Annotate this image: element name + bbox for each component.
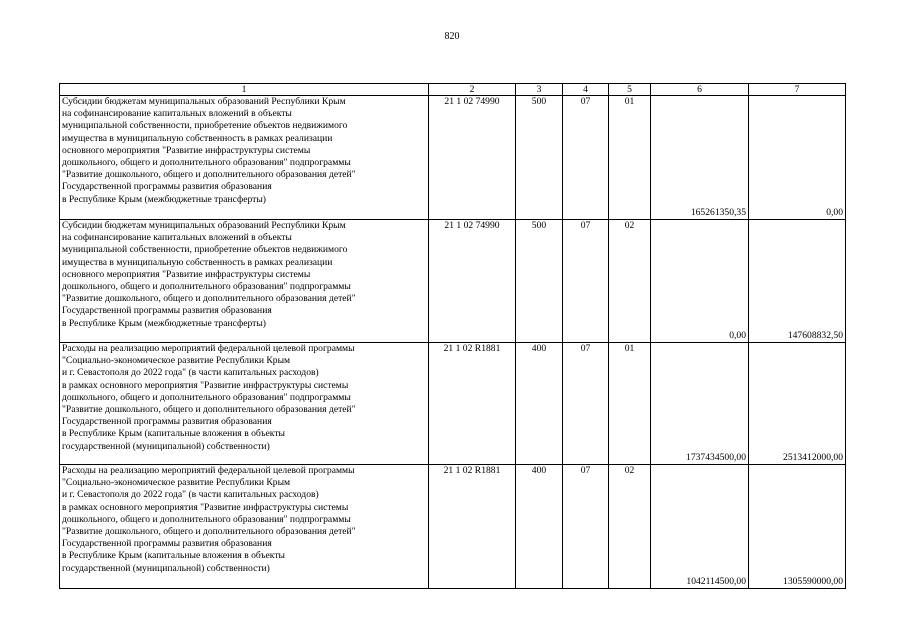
budget-table (59, 83, 846, 589)
row-expense-type: 400 (516, 343, 563, 465)
row-amount-6: 1042114500,00 (651, 465, 749, 589)
row-amount-7: 1305590000,00 (749, 465, 846, 589)
table-row (60, 96, 846, 220)
col-header-7: 7 (749, 84, 846, 96)
row-amount-7: 2513412000,00 (749, 343, 846, 465)
table-row (60, 220, 846, 343)
row-subsection: 01 (609, 96, 651, 220)
row-subsection: 02 (609, 465, 651, 589)
row-subsection: 01 (609, 343, 651, 465)
col-header-1: 1 (60, 84, 429, 96)
col-header-6: 6 (651, 84, 749, 96)
row-target-code: 21 1 02 74990 (429, 220, 516, 343)
row-amount-7: 147608832,50 (749, 220, 846, 343)
row-section: 07 (563, 96, 609, 220)
row-amount-6: 1737434500,00 (651, 343, 749, 465)
table-row (60, 465, 846, 589)
row-description: Расходы на реализацию мероприятий федеральной целевой программы "Социально-экономическое развитие Республики Крым и г. Севастополя до 2022 года" (в части капитальных расходов) в рамках основного мероприятия "Развитие инфраструктуры системы дошкольного, общего и дополнительного образования" подпрограммы "Развитие дошкольного, общего и дополнительного образования детей" Государственной программы развития образования в Республике Крым (капитальные вложения в объекты государственной (муниципальной) собственности) (60, 343, 429, 465)
row-section: 07 (563, 220, 609, 343)
row-description: Субсидии бюджетам муниципальных образований Республики Крым на софинансирование капитальных вложений в объекты муниципальной собственности, приобретение объектов недвижимого имущества в муниципальную собственность в рамках реализации основного мероприятия "Развитие инфраструктуры системы дошкольного, общего и дополнительного образования" подпрограммы "Развитие дошкольного, общего и дополнительного образования детей" Государственной программы развития образования в Республике Крым (межбюджетные трансферты) (60, 96, 429, 220)
col-header-3: 3 (516, 84, 563, 96)
col-header-4: 4 (563, 84, 609, 96)
row-expense-type: 500 (516, 220, 563, 343)
page-number: 820 (444, 31, 460, 42)
row-amount-7: 0,00 (749, 96, 846, 220)
row-section: 07 (563, 343, 609, 465)
row-description: Субсидии бюджетам муниципальных образований Республики Крым на софинансирование капитальных вложений в объекты муниципальной собственности, приобретение объектов недвижимого имущества в муниципальную собственность в рамках реализации основного мероприятия "Развитие инфраструктуры системы дошкольного, общего и дополнительного образования" подпрограммы "Развитие дошкольного, общего и дополнительного образования детей" Государственной программы развития образования в Республике Крым (межбюджетные трансферты) (60, 220, 429, 343)
row-expense-type: 500 (516, 96, 563, 220)
row-description: Расходы на реализацию мероприятий федеральной целевой программы "Социально-экономическое развитие Республики Крым и г. Севастополя до 2022 года" (в части капитальных расходов) в рамках основного мероприятия "Развитие инфраструктуры системы дошкольного, общего и дополнительного образования" подпрограммы "Развитие дошкольного, общего и дополнительного образования детей" Государственной программы развития образования в Республике Крым (капитальные вложения в объекты государственной (муниципальной) собственности) (60, 465, 429, 589)
row-section: 07 (563, 465, 609, 589)
header-row (60, 84, 846, 96)
col-header-5: 5 (609, 84, 651, 96)
row-target-code: 21 1 02 R1881 (429, 343, 516, 465)
table-row (60, 343, 846, 465)
row-target-code: 21 1 02 R1881 (429, 465, 516, 589)
row-subsection: 02 (609, 220, 651, 343)
col-header-2: 2 (429, 84, 516, 96)
row-amount-6: 0,00 (651, 220, 749, 343)
row-expense-type: 400 (516, 465, 563, 589)
row-amount-6: 165261350,35 (651, 96, 749, 220)
row-target-code: 21 1 02 74990 (429, 96, 516, 220)
